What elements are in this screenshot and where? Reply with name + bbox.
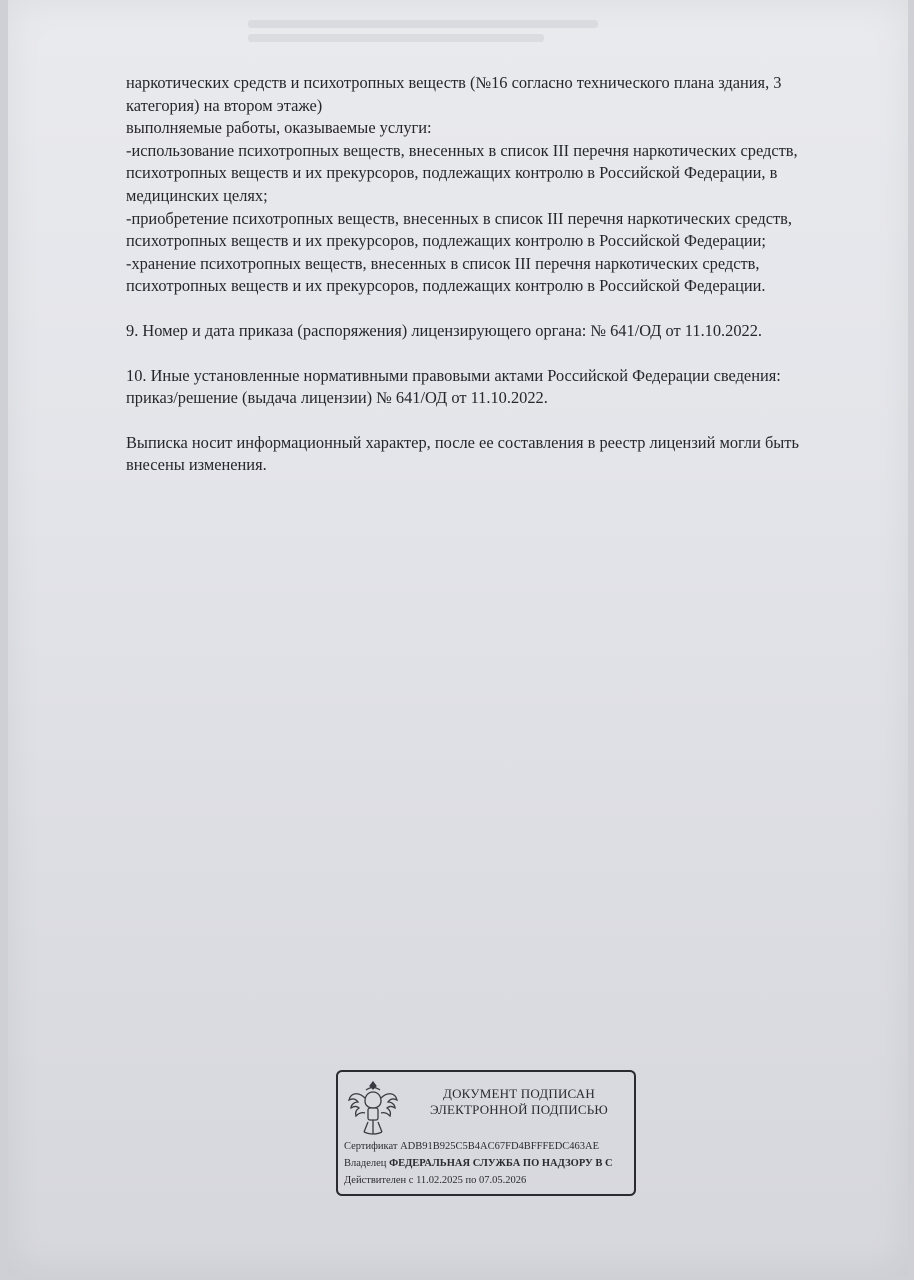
owner-value: ФЕДЕРАЛЬНАЯ СЛУЖБА ПО НАДЗОРУ В С — [389, 1158, 613, 1169]
owner-label: Владелец — [344, 1158, 387, 1169]
disclaimer-paragraph — [126, 432, 896, 477]
coat-of-arms-icon — [346, 1078, 400, 1138]
text-line: психотропных веществ и их прекурсоров, подлежащих контролю в Российской Федерации; — [126, 231, 766, 251]
electronic-signature-stamp — [336, 1070, 636, 1196]
text-line: 10. Иные установленные нормативными правовыми актами Российской Федерации сведения: — [126, 365, 781, 385]
document-body — [126, 72, 896, 477]
text-line: -хранение психотропных веществ, внесенных в список III перечня наркотических средств, — [126, 253, 760, 273]
stamp-details — [344, 1138, 636, 1189]
order-number-paragraph — [126, 320, 896, 343]
text-line: медицинских целях; — [126, 185, 268, 205]
text-line: 9. Номер и дата приказа (распоряжения) лицензирующего органа: № 641/ОД от 11.10.2022. — [126, 320, 763, 340]
text-line: внесены изменения. — [126, 455, 267, 475]
other-info-paragraph — [126, 365, 896, 410]
owner-line — [344, 1155, 636, 1172]
activity-paragraph — [126, 72, 896, 298]
text-line: приказ/решение (выдача лицензии) № 641/ОД от 11.10.2022. — [126, 388, 548, 408]
text-line: психотропных веществ и их прекурсоров, подлежащих контролю в Российской Федерации, в — [126, 163, 778, 183]
text-line: Выписка носит информационный характер, после ее составления в реестр лицензий могли быть — [126, 432, 799, 452]
text-line: психотропных веществ и их прекурсоров, подлежащих контролю в Российской Федерации. — [126, 276, 766, 296]
certificate-value: ADB91B925C5B4AC67FD4BFFFEDC463AE — [400, 1141, 600, 1152]
text-line: -использование психотропных веществ, внесенных в список III перечня наркотических средств, — [126, 140, 798, 160]
text-line: выполняемые работы, оказываемые услуги: — [126, 118, 432, 138]
text-line: категория) на втором этаже) — [126, 95, 323, 115]
show-through-text — [248, 14, 628, 64]
certificate-line — [344, 1138, 636, 1155]
certificate-label: Сертификат — [344, 1141, 398, 1152]
stamp-title-line: ЭЛЕКТРОННОЙ ПОДПИСЬЮ — [430, 1102, 608, 1117]
validity-line: Действителен с 11.02.2025 по 07.05.2026 — [344, 1175, 527, 1186]
stamp-title — [408, 1086, 630, 1118]
text-line: наркотических средств и психотропных веществ (№16 согласно технического плана здания, 3 — [126, 73, 782, 92]
document-page — [8, 0, 908, 1276]
text-line: -приобретение психотропных веществ, внесенных в список III перечня наркотических средств, — [126, 208, 792, 228]
stamp-title-line: ДОКУМЕНТ ПОДПИСАН — [443, 1086, 595, 1101]
